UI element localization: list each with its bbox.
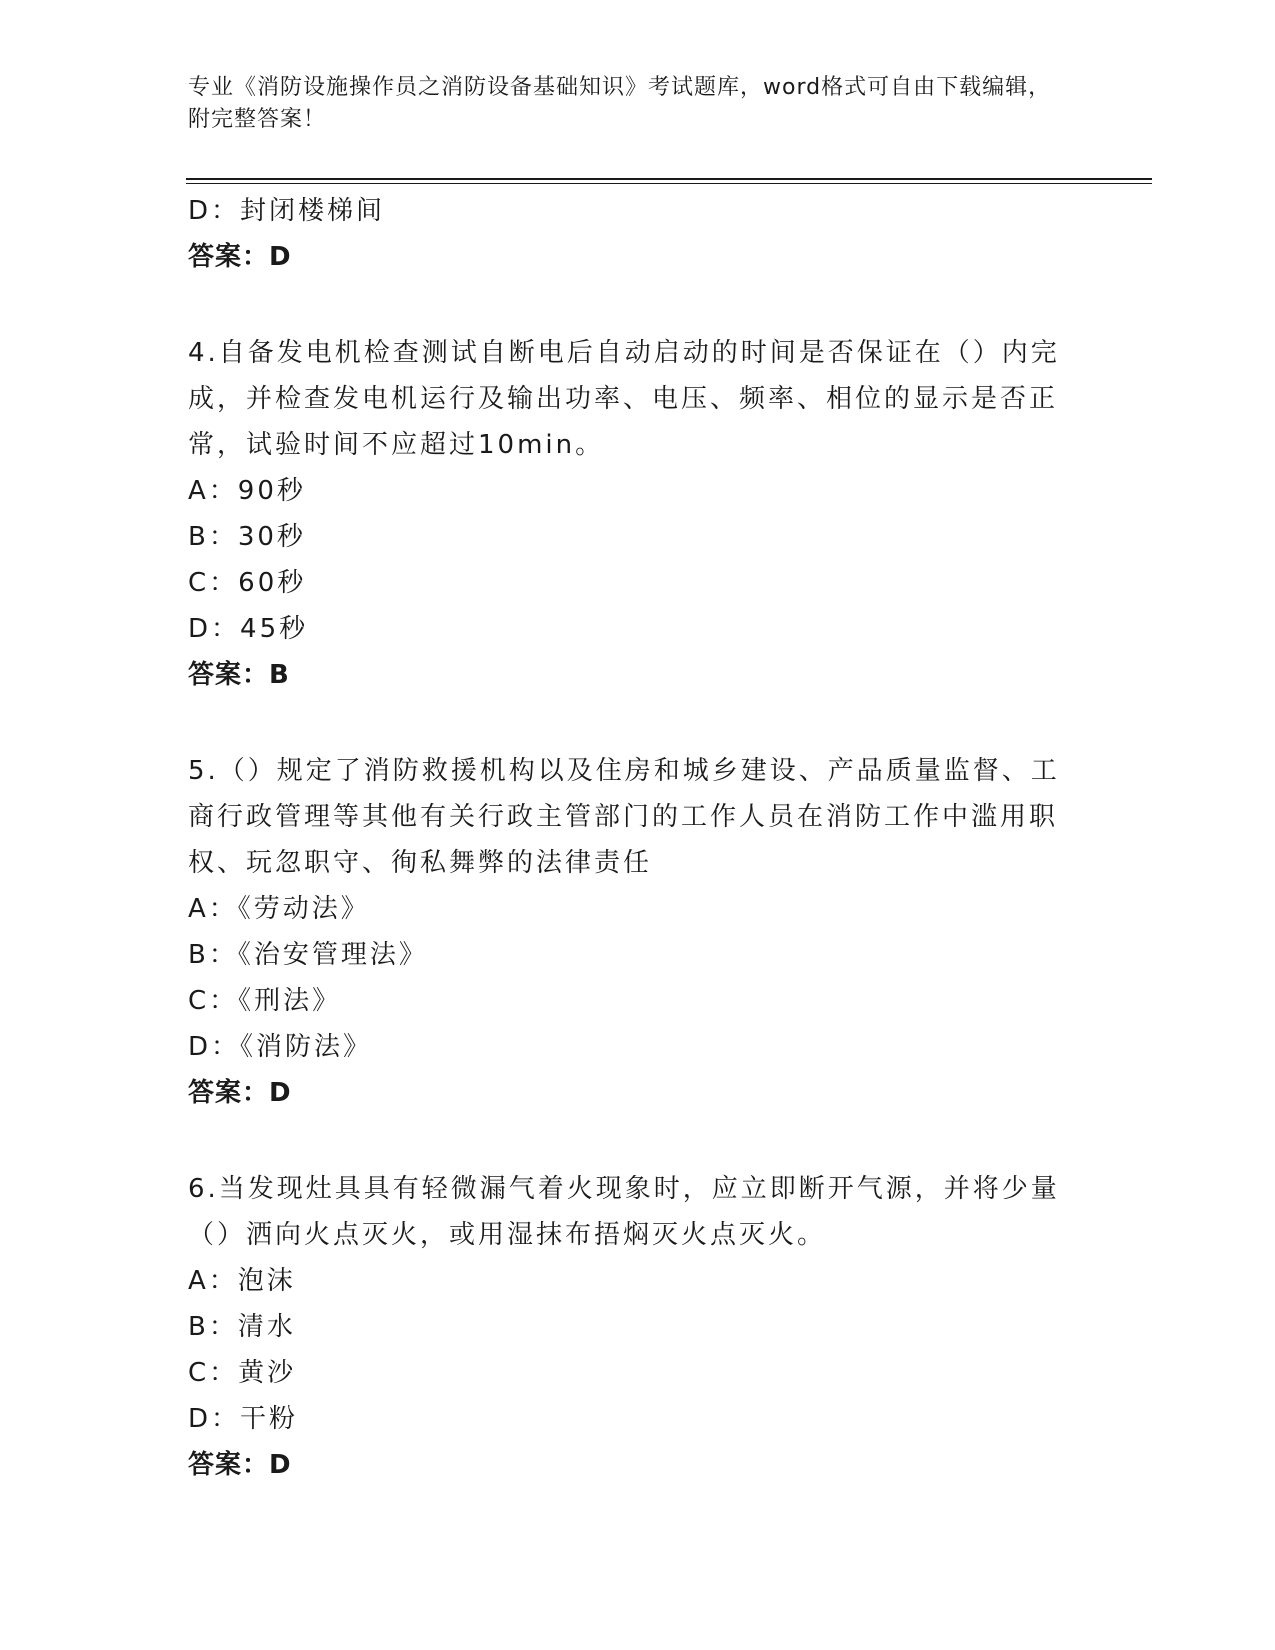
question-text: 4.自备发电机检查测试自断电后自动启动的时间是否保证在（）内完成，并检查发电机运行及输出功率、电压、频率、相位的显示是否正常，试验时间不应超过10min。 xyxy=(188,338,1060,460)
option-c: C：60秒 xyxy=(188,568,307,598)
option-a: A：泡沫 xyxy=(188,1266,296,1296)
option-b: B：《治安管理法》 xyxy=(188,940,428,970)
option-d: D：45秒 xyxy=(188,614,309,644)
option-a: A：《劳动法》 xyxy=(188,894,370,924)
header-note: 专业《消防设施操作员之消防设备基础知识》考试题库，word格式可自由下载编辑，附完整答案！ xyxy=(188,75,1052,132)
answer-3: 答案：D xyxy=(188,242,292,272)
option-d: D：干粉 xyxy=(188,1404,299,1434)
question-4 xyxy=(188,330,1068,698)
question-6 xyxy=(188,1166,1068,1488)
option-b: B：清水 xyxy=(188,1312,296,1342)
question-content xyxy=(188,188,1068,1538)
option-d: D：封闭楼梯间 xyxy=(188,196,386,226)
option-a: A：90秒 xyxy=(188,476,306,506)
answer: 答案：D xyxy=(188,1450,292,1480)
header-divider-thin xyxy=(186,183,1152,184)
question-text: 5.（）规定了消防救援机构以及住房和城乡建设、产品质量监督、工商行政管理等其他有关行政主管部门的工作人员在消防工作中滥用职权、玩忽职守、徇私舞弊的法律责任 xyxy=(188,756,1060,878)
answer: 答案：D xyxy=(188,1078,292,1108)
option-c: C：《刑法》 xyxy=(188,986,342,1016)
answer: 答案：B xyxy=(188,660,290,690)
option-b: B：30秒 xyxy=(188,522,306,552)
question-5 xyxy=(188,748,1068,1116)
option-c: C：黄沙 xyxy=(188,1358,297,1388)
question-text: 6.当发现灶具具有轻微漏气着火现象时，应立即断开气源，并将少量（）洒向火点灭火，或用湿抹布捂焖灭火点灭火。 xyxy=(188,1174,1060,1250)
header-divider-thick xyxy=(186,178,1152,180)
option-d: D：《消防法》 xyxy=(188,1032,373,1062)
